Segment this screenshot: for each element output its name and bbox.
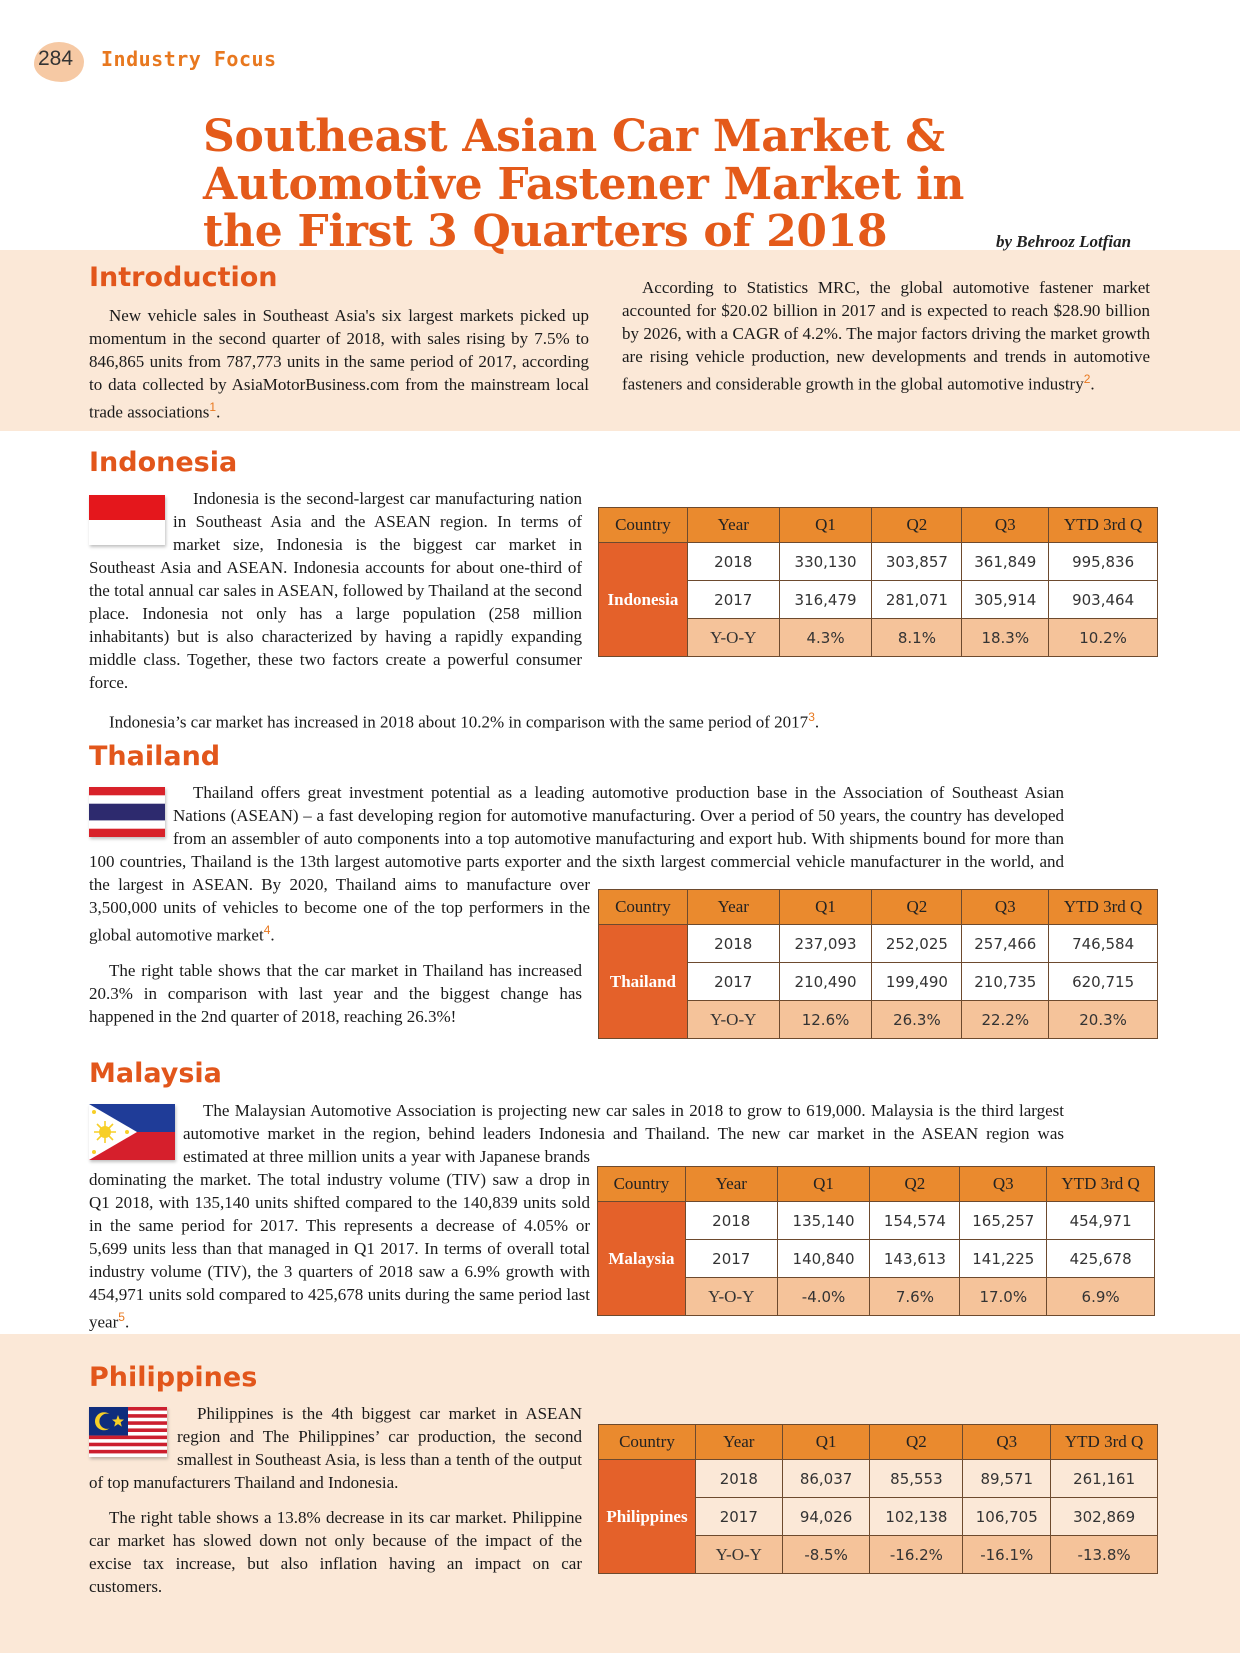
yoy-label: Y-O-Y [685,1278,777,1316]
header-country: Country [599,1425,696,1460]
q1-cell: 316,479 [779,581,872,619]
ytd-cell: 746,584 [1049,925,1158,963]
q3-cell: 165,257 [960,1202,1047,1240]
year-cell: 2017 [685,1240,777,1278]
q2-cell: 102,138 [870,1498,963,1536]
table-row [599,543,1158,581]
q2-cell: 281,071 [872,581,962,619]
year-cell: 2018 [695,1460,782,1498]
thailand-sales-table [598,889,1158,1039]
ytd-cell: 454,971 [1047,1202,1155,1240]
year-cell: 2018 [687,925,779,963]
year-cell: 2017 [695,1498,782,1536]
yoy-ytd: 6.9% [1047,1278,1155,1316]
malaysia-sales-table [597,1166,1155,1316]
q3-cell: 257,466 [962,925,1049,963]
malaysia-heading: Malaysia [89,1058,222,1089]
ytd-cell: 302,869 [1051,1498,1158,1536]
header-ytd: YTD 3rd Q [1049,508,1158,543]
year-cell: 2018 [687,543,779,581]
q1-cell: 135,140 [777,1202,870,1240]
malaysia-end: . [124,1312,130,1332]
q2-cell: 252,025 [872,925,962,963]
yoy-label: Y-O-Y [687,619,779,657]
header-ytd: YTD 3rd Q [1047,1167,1155,1202]
yoy-ytd: 20.3% [1049,1001,1158,1039]
q2-cell: 154,574 [870,1202,960,1240]
indonesia-closing-end: . [814,712,820,732]
header-q1: Q1 [777,1167,870,1202]
ytd-cell: 261,161 [1051,1460,1158,1498]
header-country: Country [599,508,688,543]
q3-cell: 89,571 [963,1460,1051,1498]
ytd-cell: 995,836 [1049,543,1158,581]
year-cell: 2018 [685,1202,777,1240]
yoy-q1: -8.5% [782,1536,870,1574]
yoy-q3: 22.2% [962,1001,1049,1039]
introduction-heading: Introduction [89,262,278,293]
table-header-row [599,508,1158,543]
intro-right-text: According to Statistics MRC, the global automotive fastener market accounted for $20.02 billion in 2017 and is expected to reach $28.90 billion by 2026, with a CAGR of 4.2%. The major factors driving the market growth are rising vehicle production, new developments and trends in automotive fasteners and considerable growth in the global automotive industry [622,278,1150,394]
page-number-badge [34,42,84,82]
header-q1: Q1 [779,890,872,925]
section-label: Industry Focus [101,47,277,71]
reference-1: 1 [209,400,217,414]
philippines-text-2: The right table shows a 13.8% decrease in its car market. Philippine car market has slowed down not only because of the impact of the excise tax increase, but also inflation having an impact on car customers. [89,1508,582,1596]
yoy-label: Y-O-Y [687,1001,779,1039]
header-year: Year [695,1425,782,1460]
header-country: Country [598,1167,686,1202]
year-cell: 2017 [687,581,779,619]
reference-4: 4 [263,923,271,937]
philippines-heading: Philippines [89,1362,258,1393]
header-year: Year [687,890,779,925]
header-q3: Q3 [960,1167,1047,1202]
article-title-line-2: Automotive Fastener Market in [203,159,965,210]
year-cell: 2017 [687,963,779,1001]
indonesia-paragraph [89,487,582,694]
q3-cell: 106,705 [963,1498,1051,1536]
ytd-cell: 620,715 [1049,963,1158,1001]
thailand-text: Thailand offers great investment potential as a leading automotive production base in the Association of Southeast Asian Nations (ASEAN) – a fast developing region for automotive manufacturing. Over a period of 50 years, the country has developed from an assembler of auto components into a top automotive manufacturing and export hub. With shipments bound for more than 100 countries, Thailand is the 13th largest automotive parts exporter and the sixth largest commercial vehicle manufacturer in the world, and the largest in ASEAN. By 2020, Thailand aims to manufacture over 3,500,000 units of vehicles to become one of the top performers in the global automotive market [89,783,1064,945]
q2-cell: 199,490 [872,963,962,1001]
indonesia-closing [109,706,819,734]
q1-cell: 94,026 [782,1498,870,1536]
philippines-sales-table [598,1424,1158,1574]
q3-cell: 361,849 [962,543,1049,581]
header-year: Year [685,1167,777,1202]
thailand-end: . [270,925,275,945]
intro-right-paragraph [622,276,1150,396]
yoy-q3: -16.1% [963,1536,1051,1574]
yoy-ytd: -13.8% [1051,1536,1158,1574]
yoy-q1: 4.3% [779,619,872,657]
indonesia-text: Indonesia is the second-largest car manufacturing nation in Southeast Asia and the ASEAN region. In terms of market size, Indonesia is the biggest car market in Southeast Asia and ASEAN. Indonesia accounts for about one-third of the total annual car sales in ASEAN, followed by Thailand at the second place. Indonesia not only has a large population (258 million inhabitants) but is also characterized by having a rapidly expanding middle class. Together, these two factors create a powerful consumer force. [89,489,582,692]
article-byline: by Behrooz Lotfian [996,232,1132,251]
page-number: 284 [38,47,74,70]
philippines-paragraph [89,1402,582,1598]
thailand-text-2: The right table shows that the car market in Thailand has increased 20.3% in comparison with last year and the biggest change has happened in the 2nd quarter of 2018, reaching 26.3%! [89,960,582,1026]
yoy-q2: -16.2% [870,1536,963,1574]
header-country: Country [599,890,688,925]
intro-left-paragraph [89,304,589,424]
header-q2: Q2 [872,508,962,543]
header-ytd: YTD 3rd Q [1049,890,1158,925]
reference-5: 5 [118,1310,125,1324]
ytd-cell: 903,464 [1049,581,1158,619]
country-cell: Philippines [599,1460,696,1574]
intro-left-text: New vehicle sales in Southeast Asia's six largest markets picked up momentum in the second quarter of 2018, with sales rising by 7.5% to 846,865 units from 787,773 units in the same period of 2017, according to data collected by AsiaMotorBusiness.com from the mainstream local trade associations [89,306,589,422]
q1-cell: 237,093 [779,925,872,963]
table-row [598,1202,1155,1240]
country-cell: Indonesia [599,543,688,657]
header-q1: Q1 [782,1425,870,1460]
intro-left-end: . [216,402,221,422]
reference-2: 2 [1083,372,1091,386]
article-title-line-3: the First 3 Quarters of 2018 [203,206,888,257]
header-q3: Q3 [962,890,1049,925]
q3-cell: 305,914 [962,581,1049,619]
table-row [599,925,1158,963]
indonesia-closing-text: Indonesia’s car market has increased in 2018 about 10.2% in comparison with the same period of 2017 [109,712,809,732]
yoy-q3: 17.0% [960,1278,1047,1316]
yoy-q2: 7.6% [870,1278,960,1316]
philippines-text: Philippines is the 4th biggest car market in ASEAN region and The Philippines’ car production, the second smallest in Southeast Asia, is less than a tenth of the output of top manufacturers Thailand and Indonesia. [89,1404,582,1492]
header-q3: Q3 [962,508,1049,543]
table-header-row [599,1425,1158,1460]
reference-3: 3 [808,710,815,724]
header-year: Year [687,508,779,543]
country-cell: Thailand [599,925,688,1039]
yoy-ytd: 10.2% [1049,619,1158,657]
q2-cell: 143,613 [870,1240,960,1278]
header-ytd: YTD 3rd Q [1051,1425,1158,1460]
q3-cell: 210,735 [962,963,1049,1001]
q2-cell: 303,857 [872,543,962,581]
country-cell: Malaysia [598,1202,686,1316]
q1-cell: 330,130 [779,543,872,581]
intro-right-end: . [1090,374,1095,394]
table-header-row [598,1167,1155,1202]
yoy-q3: 18.3% [962,619,1049,657]
header-q1: Q1 [779,508,872,543]
header-q2: Q2 [870,1425,963,1460]
yoy-q2: 8.1% [872,619,962,657]
header-q2: Q2 [870,1167,960,1202]
ytd-cell: 425,678 [1047,1240,1155,1278]
yoy-q1: 12.6% [779,1001,872,1039]
thailand-heading: Thailand [89,741,221,772]
q1-cell: 140,840 [777,1240,870,1278]
table-header-row [599,890,1158,925]
q1-cell: 86,037 [782,1460,870,1498]
header-q2: Q2 [872,890,962,925]
indonesia-sales-table [598,507,1158,657]
yoy-q1: -4.0% [777,1278,870,1316]
table-row [599,1460,1158,1498]
q1-cell: 210,490 [779,963,872,1001]
header-q3: Q3 [963,1425,1051,1460]
q3-cell: 141,225 [960,1240,1047,1278]
q2-cell: 85,553 [870,1460,963,1498]
yoy-q2: 26.3% [872,1001,962,1039]
malaysia-text: The Malaysian Automotive Association is projecting new car sales in 2018 to grow to 619,000. Malaysia is the third largest automotive market in the region, behind leaders Indonesia and Thailand. The new car market in the ASEAN region was estimated at three million units a year with Japanese brands dominating the market. The total industry volume (TIV) saw a drop in Q1 2018, with 135,140 units shifted compared to the 140,839 units sold in the same period for 2017. This represents a decrease of 4.05% or 5,699 units less than that managed in Q1 2017. In terms of overall total industry volume (TIV), the 3 quarters of 2018 saw a 6.9% growth with 454,971 units sold compared to 425,678 units during the same period last year [89,1101,1064,1332]
article-title-line-1: Southeast Asian Car Market & [203,111,945,162]
yoy-label: Y-O-Y [695,1536,782,1574]
indonesia-heading: Indonesia [89,447,238,478]
